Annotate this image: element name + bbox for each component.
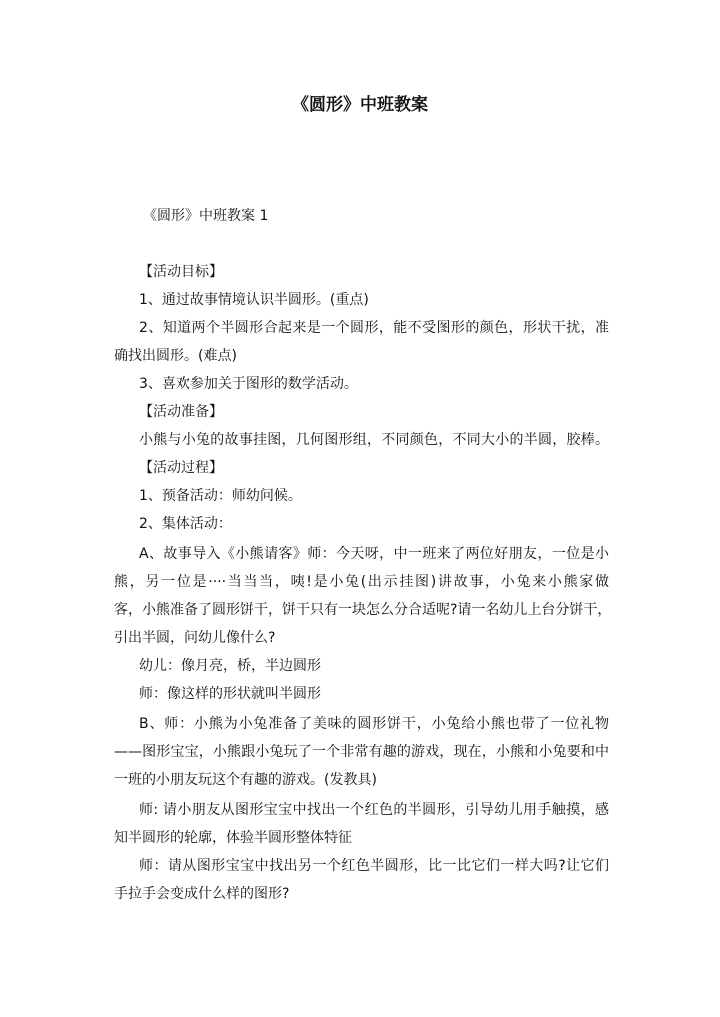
document-title: 《圆形》中班教案 xyxy=(292,95,428,115)
part-a-line-4: 引出半圆，问幼儿像什么? xyxy=(114,630,276,646)
goal-3: 3、喜欢参加关于图形的数学活动。 xyxy=(139,376,358,392)
step-1: 1、预备活动：师幼问候。 xyxy=(139,488,302,504)
part-a-line-2: 熊，另一位是····当当当，咦!是小兔(出示挂图)讲故事，小兔来小熊家做 xyxy=(114,574,609,590)
part-b-line-3: 一班的小朋友玩这个有趣的游戏。(发教具) xyxy=(114,772,377,788)
part-b-line-2: ——图形宝宝，小熊跟小兔玩了一个非常有趣的游戏，现在，小熊和小兔要和中 xyxy=(114,744,609,760)
lesson-subtitle: 《圆形》中班教案 1 xyxy=(143,208,269,224)
process-heading: 【活动过程】 xyxy=(139,460,223,476)
teacher-instruction-1-line-2: 知半圆形的轮廓，体验半圆形整体特征 xyxy=(114,830,352,846)
part-a-line-1: A、故事导入《小熊请客》师：今天呀，中一班来了两位好朋友，一位是小 xyxy=(139,546,609,562)
goal-2-line-1: 2、知道两个半圆形合起来是一个圆形，能不受图形的颜色，形状干扰，准 xyxy=(139,320,609,336)
teacher-instruction-2-line-1: 师：请从图形宝宝中找出另一个红色半圆形，比一比它们一样大吗?让它们 xyxy=(139,858,609,874)
teacher-instruction-1-line-1: 师: 请小朋友从图形宝宝中找出一个红色的半圆形，引导幼儿用手触摸，感 xyxy=(139,802,609,818)
prep-heading: 【活动准备】 xyxy=(139,404,223,420)
part-a-line-3: 客，小熊准备了圆形饼干，饼干只有一块怎么分合适呢?请一名幼儿上台分饼干， xyxy=(114,602,612,618)
goals-heading: 【活动目标】 xyxy=(139,264,223,280)
child-answer: 幼儿：像月亮，桥，半边圆形 xyxy=(139,658,321,674)
part-b-line-1: B、师：小熊为小兔准备了美味的圆形饼干，小兔给小熊也带了一位礼物 xyxy=(139,716,609,732)
goal-1: 1、通过故事情境认识半圆形。(重点) xyxy=(139,292,369,308)
teacher-instruction-2-line-2: 手拉手会变成什么样的图形? xyxy=(114,886,290,902)
teacher-summary: 师：像这样的形状就叫半圆形 xyxy=(139,686,321,702)
step-2: 2、集体活动： xyxy=(139,516,232,532)
goal-2-line-2: 确找出圆形。(难点) xyxy=(114,348,237,364)
prep-text: 小熊与小兔的故事挂图，几何图形组，不同颜色，不同大小的半圆，胶棒。 xyxy=(139,432,609,448)
